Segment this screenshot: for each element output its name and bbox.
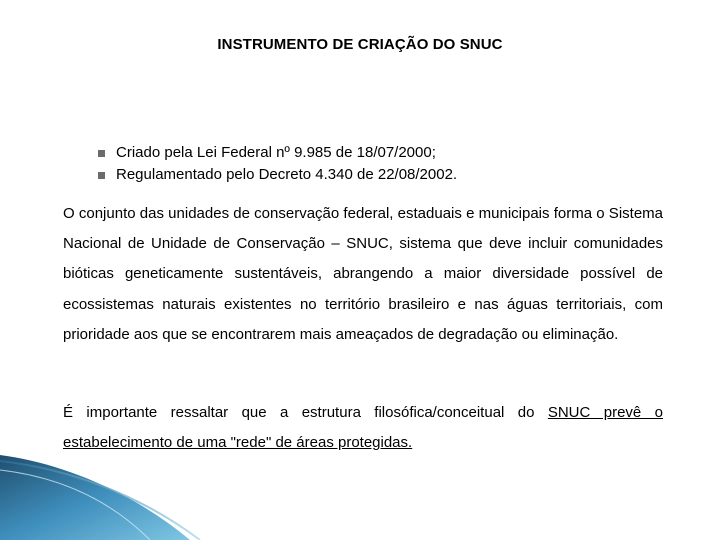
paragraph-snuc-network xyxy=(63,398,663,458)
underlined-text: SNUC prevê o estabelecimento de uma "rede" de áreas protegidas. xyxy=(63,404,663,451)
bullet-item xyxy=(98,142,457,164)
square-bullet-icon xyxy=(98,172,105,179)
paragraph-text: É importante ressaltar que a estrutura filosófica/conceitual do xyxy=(63,404,548,421)
bullet-text: Regulamentado pelo Decreto 4.340 de 22/08/2002. xyxy=(116,166,458,183)
bullet-item xyxy=(98,164,457,186)
bullet-list xyxy=(98,142,457,186)
slide-title: INSTRUMENTO DE CRIAÇÃO DO SNUC xyxy=(217,36,503,53)
paragraph-snuc-definition: O conjunto das unidades de conservação federal, estaduais e municipais forma o Sistema Nacional de Unidade de Conservação – SNUC, sistema que deve incluir comunidades bióticas geneticamente sustentáveis, abrangendo a maior diversidade possível de ecossistemas naturais existentes no território brasileiro e nas águas territoriais, com prioridade aos que se encontrarem mais ameaçados de degradação ou eliminação. xyxy=(63,205,663,343)
bullet-text: Criado pela Lei Federal nº 9.985 de 18/07/2000; xyxy=(116,144,436,161)
square-bullet-icon xyxy=(98,150,105,157)
corner-wave-decoration xyxy=(0,455,720,540)
